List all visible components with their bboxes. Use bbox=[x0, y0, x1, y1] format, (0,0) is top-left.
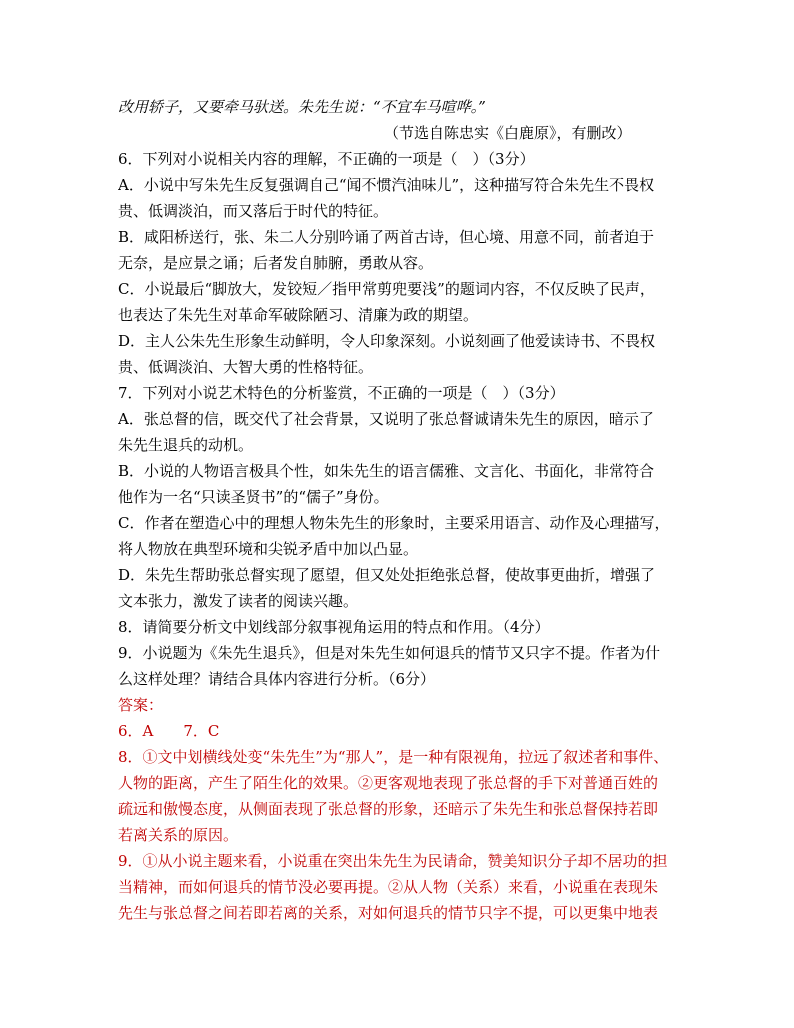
question-6-stem: 6．下列对小说相关内容的理解，不正确的一项是（ ）（3分） bbox=[118, 150, 535, 168]
question-6-option-line: 贵、低调淡泊，而又落后于时代的特征。 bbox=[118, 202, 389, 220]
question-6-option-line: D．主人公朱先生形象生动鲜明，令人印象深刻。小说刻画了他爱读诗书、不畏权 bbox=[118, 332, 656, 350]
answer-8-line: 8．①文中划横线处变“朱先生”为“那人”，是一种有限视角，拉远了叙述者和事件、 bbox=[118, 748, 669, 766]
question-6-option-line: B．咸阳桥送行，张、朱二人分别吟诵了两首古诗，但心境、用意不同，前者迫于 bbox=[118, 228, 655, 246]
question-6-option-line: 也表达了朱先生对革命军破除陋习、清廉为政的期望。 bbox=[118, 306, 479, 324]
question-7-option-line: D．朱先生帮助张总督实现了愿望，但又处处拒绝张总督，使故事更曲折，增强了 bbox=[118, 566, 656, 584]
question-8-stem: 8．请简要分析文中划线部分叙事视角运用的特点和作用。（4分） bbox=[118, 618, 550, 636]
question-6-option-line: A．小说中写朱先生反复强调自己“闻不惯汽油味儿”，这种描写符合朱先生不畏权 bbox=[118, 176, 655, 194]
question-7-option-line: 他作为一名“只读圣贤书”的“儒子”身份。 bbox=[118, 488, 389, 506]
question-6-option-line: 贵、低调淡泊、大智大勇的性格特征。 bbox=[118, 358, 374, 376]
excerpt-line: 改用轿子，又要牵马驮送。朱先生说：“不宜车马喧哗。” bbox=[118, 98, 486, 116]
answers-heading: 答案： bbox=[118, 696, 164, 714]
question-6-option-line: 无奈，是应景之诵；后者发自肺腑，勇敢从容。 bbox=[118, 254, 434, 272]
question-7-option-line: 朱先生退兵的动机。 bbox=[118, 436, 254, 454]
question-6-option-line: C．小说最后“脚放大，发铰短／指甲常剪兜要浅”的题词内容，不仅反映了民声， bbox=[118, 280, 655, 298]
answer-8-line: 疏远和傲慢态度，从侧面表现了张总督的形象，还暗示了朱先生和张总督保持若即 bbox=[118, 800, 659, 818]
question-7-option-line: C．作者在塑造心中的理想人物朱先生的形象时，主要采用语言、动作及心理描写， bbox=[118, 514, 670, 532]
source-note: （节选自陈忠实《白鹿原》，有删改） bbox=[384, 124, 632, 142]
answer-9-line: 先生与张总督之间若即若离的关系，对如何退兵的情节只字不提，可以更集中地表 bbox=[118, 904, 659, 922]
question-7-option-line: 文本张力，激发了读者的阅读兴趣。 bbox=[118, 592, 359, 610]
question-9-stem: 9．小说题为《朱先生退兵》，但是对朱先生如何退兵的情节又只字不提。作者为什 bbox=[118, 644, 661, 662]
answer-9-line: 当精神，而如何退兵的情节没必要再提。②从人物（关系）来看，小说重在表现朱 bbox=[118, 878, 659, 896]
question-7-stem: 7．下列对小说艺术特色的分析鉴赏，不正确的一项是（ ）（3分） bbox=[118, 384, 565, 402]
answer-8-line: 人物的距离，产生了陌生化的效果。②更客观地表现了张总督的手下对普通百姓的 bbox=[118, 774, 659, 792]
answers-multiple-choice: 6．A 7．C bbox=[118, 722, 220, 740]
question-7-option-line: B．小说的人物语言极具个性，如朱先生的语言儒雅、文言化、书面化，非常符合 bbox=[118, 462, 655, 480]
question-7-option-line: A．张总督的信，既交代了社会背景，又说明了张总督诚请朱先生的原因，暗示了 bbox=[118, 410, 654, 428]
answer-8-line: 若离关系的原因。 bbox=[118, 826, 239, 844]
question-9-stem-continued: 么这样处理？请结合具体内容进行分析。（6分） bbox=[118, 670, 436, 688]
answer-9-line: 9．①从小说主题来看，小说重在突出朱先生为民请命，赞美知识分子却不居功的担 bbox=[118, 852, 668, 870]
question-7-option-line: 将人物放在典型环境和尖锐矛盾中加以凸显。 bbox=[118, 540, 419, 558]
